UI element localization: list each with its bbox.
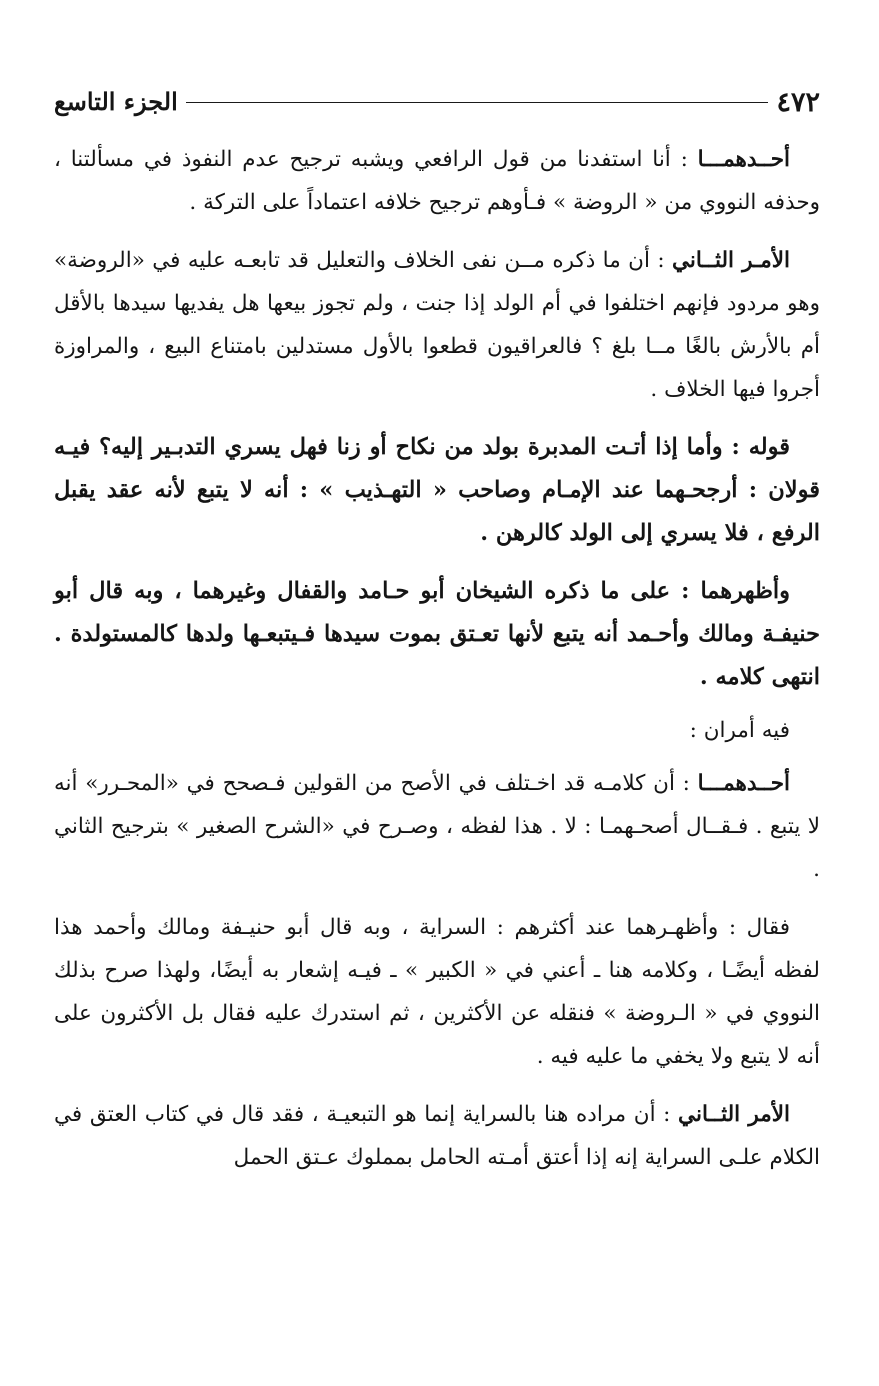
paragraph-second-point [54,1093,820,1179]
header-rule [186,102,769,103]
paragraph-lead: أحــدهمـــا [697,147,790,172]
paragraph-first-point [54,762,820,891]
paragraph-second-matter [54,239,820,411]
page-number: ٤٧٢ [776,86,820,118]
paragraph-lead: أحــدهمـــا [697,771,790,796]
paragraph-text: : أن مراده هنا بالسراية إنما هو التبعيـة ، فقد قال في كتاب العتق في الكلام علـى السراية إنه إذا أعتق أمـته الحامل بمملوك عـتق الحمل [54,1102,820,1170]
running-head: الجزء التاسع [54,87,178,116]
quoted-passage-continued: وأظهرهما : على ما ذكره الشيخان أبو حـامد والقفال وغيرهما ، وبه قال أبو حنيفـة ومالك وأحـمد أنه يتبع لأنها تعـتق بموت سيدها فـيتبعـها ولدها كالمستولدة . انتهى كلامه . [54,578,820,690]
paragraph-lead: الأمـر الثــاني [671,248,790,273]
page-header [54,80,820,124]
paragraph-lead: الأمر الثــاني [678,1102,790,1127]
paragraph-first-matter [54,138,820,224]
section-intro: فيه أمران : [689,718,790,743]
paragraph-text: : أنا استفدنا من قول الرافعي ويشبه ترجيح عدم النفوذ في مسألتنا ، وحذفه النووي من « الروضة » فـأوهم ترجيح خلافه اعتماداً على التركة . [54,147,820,215]
paragraph-text: : أن كلامـه قد اخـتلف في الأصح من القولين فـصحح في «المحـرر» أنه لا يتبع . فـقــال أصحـهمـا : لا . هذا لفظه ، وصـرح في «الشرح الصغير » بترجيح الثاني . [54,771,820,882]
body-text [54,138,820,1194]
quoted-passage: قوله : وأما إذا أتـت المدبرة بولد من نكاح أو زنا فهل يسري التدبـير إليه؟ فيـه قولان : أرجحـهما عند الإمـام وصاحب « التهـذيب » : أنه لا يتبع لأنه عقد يقبل الرفع ، فلا يسري إلى الولد كالرهن . [54,434,820,546]
paragraph-quote-sharh: فقال : وأظهـرهما عند أكثرهم : السراية ، وبه قال أبو حنيـفة ومالك وأحمد هذا لفظه أيضًـا ، وكلامه هنا ـ أعني في « الكبير » ـ فيـه إشعار به أيضًا، ولهذا صرح بذلك النووي في « الـروضة » فنقله عن الأكثرين ، ثم استدرك عليه فقال بل الأكثرون على أنه لا يتبع ولا يخفي ما عليه فيه . [54,915,820,1069]
paragraph-text: : أن ما ذكره مــن نفى الخلاف والتعليل قد تابعـه عليه في «الروضة» وهو مردود فإنهم اختلفوا في أم الولد إذا جنت ، ولم تجوز بيعها هل يفديها سيدها بالأقل أم بالأرش بالغًا مــا بلغ ؟ فالعراقيون قطعوا بالأول مستدلين بامتناع البيع ، والمراوزة أجروا فيها الخلاف . [54,248,820,402]
